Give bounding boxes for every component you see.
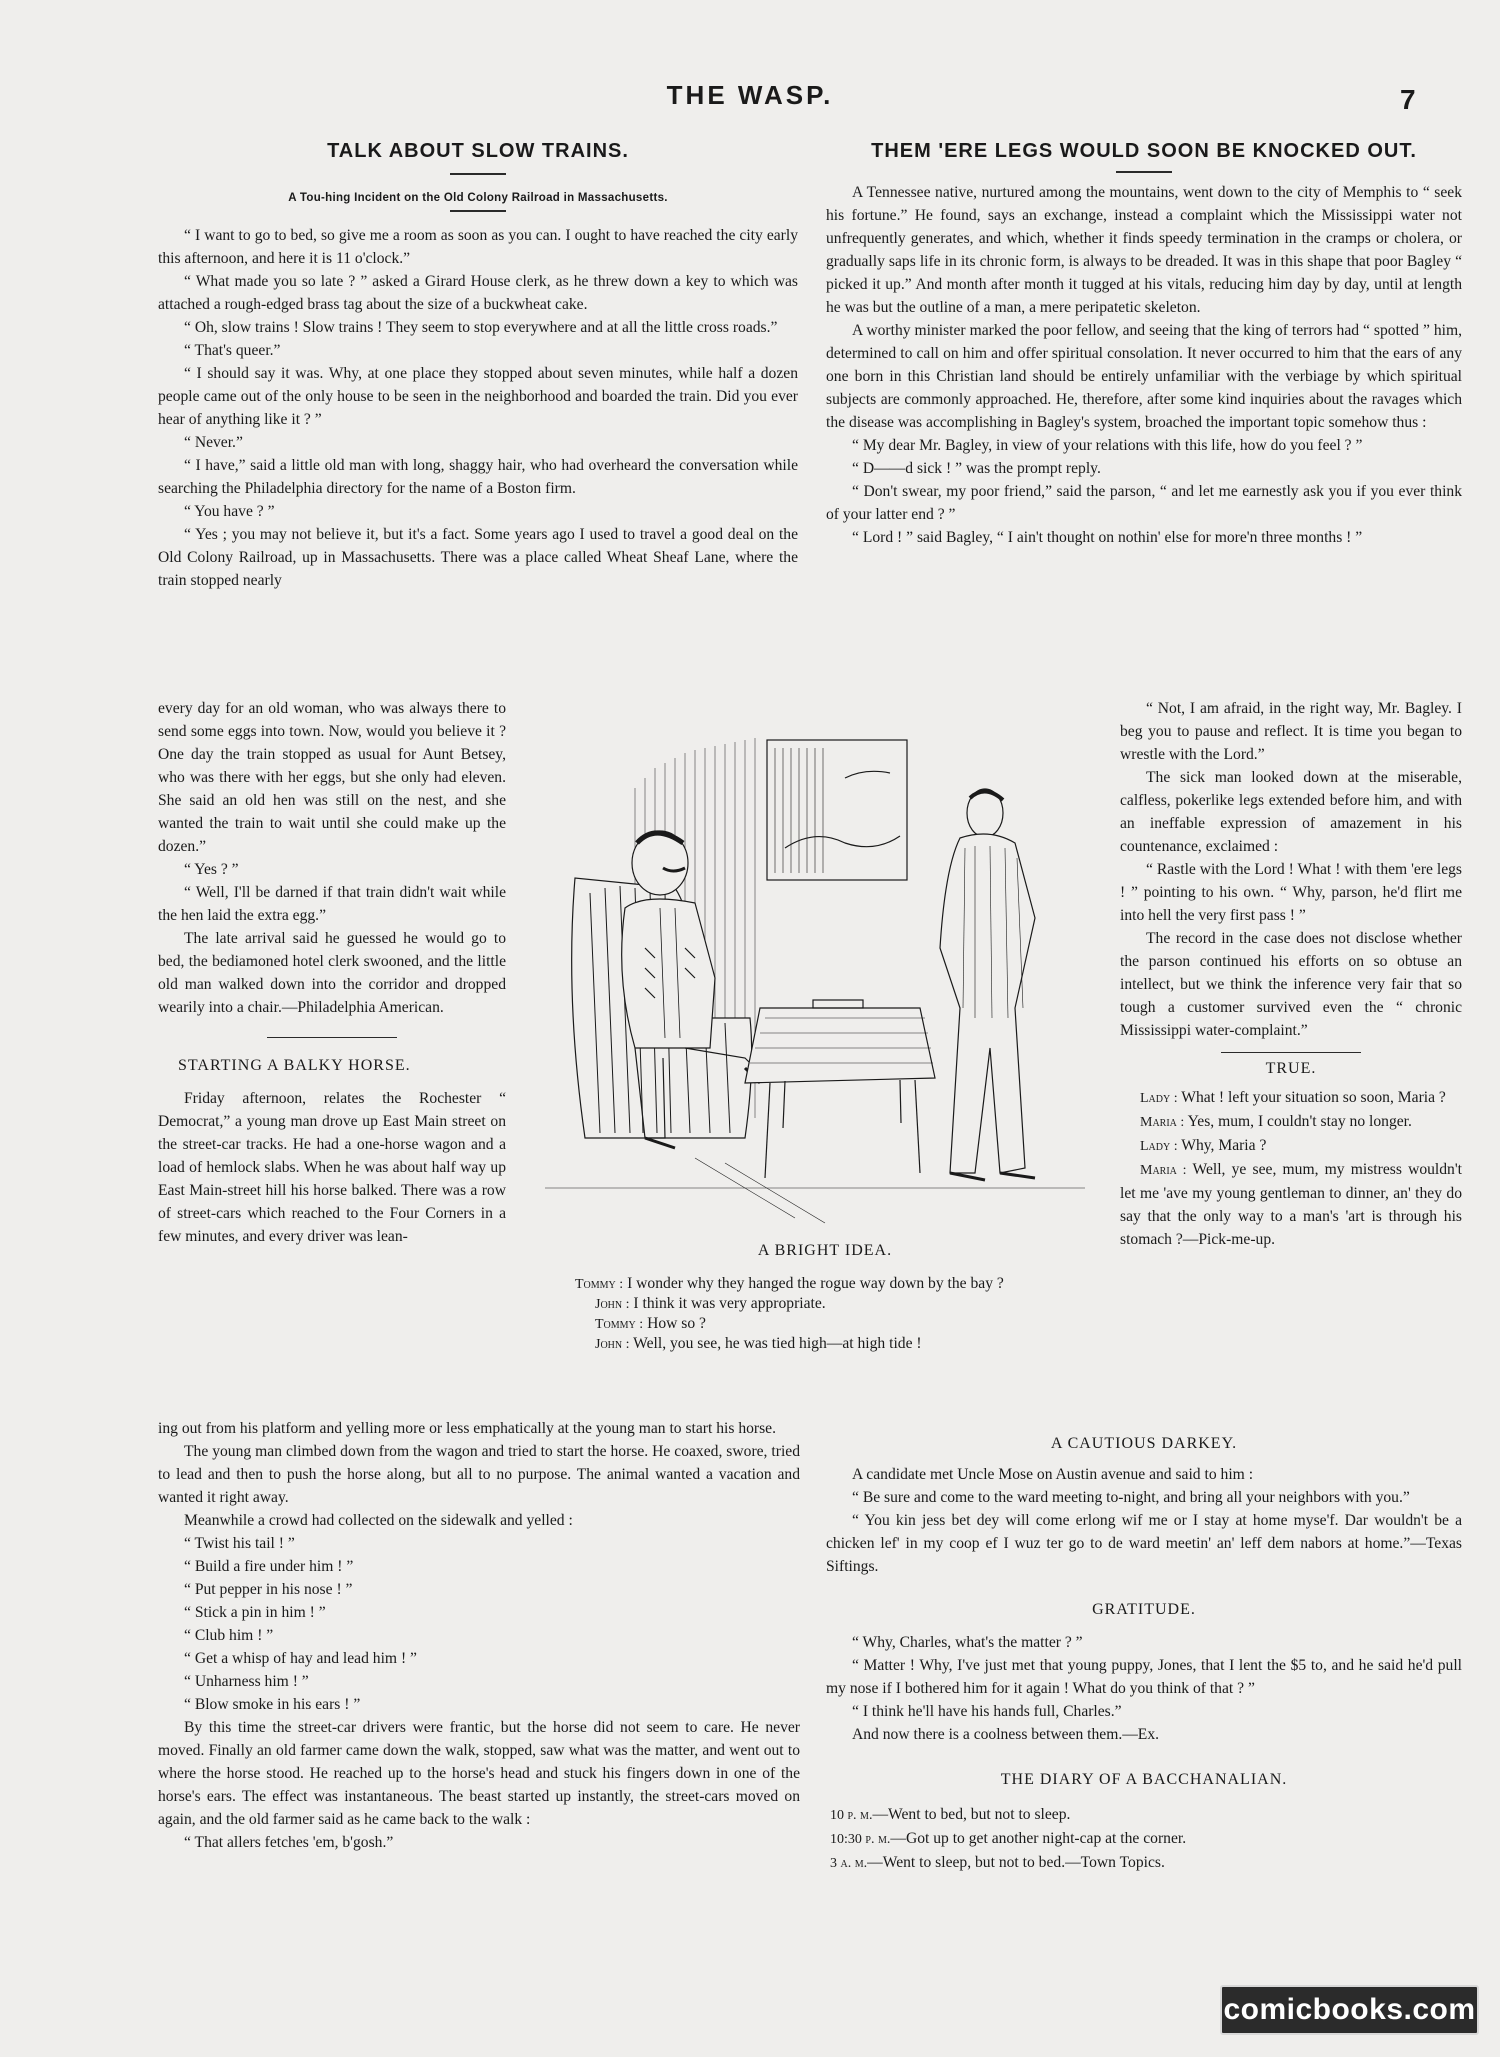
dialog-text: Yes, mum, I couldn't stay no longer.: [1187, 1113, 1412, 1130]
paragraph: “ You kin jess bet dey will come erlong wif me or I stay at home myse'f. Dar wouldn't be a chicken lef' in my coop ef I wuz ter go to de ward meetin' an' leff dem nabors at home.”—Texas Siftings.: [826, 1512, 1462, 1575]
paragraph: “ My dear Mr. Bagley, in view of your relations with this life, how do you feel ? ”: [852, 437, 1363, 454]
paragraph: The late arrival said he guessed he would go to bed, the bediamoned hotel clerk swooned, and the little old man walked down into the corridor and dropped wearily into a chair.—Philadelphia American.: [158, 930, 506, 1016]
paragraph: “ I think he'll have his hands full, Charles.”: [852, 1703, 1122, 1720]
paragraph: every day for an old woman, who was always there to send some eggs into town. Now, would you believe it ? One day the train stopped as usual for Aunt Betsey, who was there with her eggs, but she only had eleven. She said an old hen was still on the nest, and she wanted the train to wait until she could make up the dozen.”: [158, 700, 506, 855]
diary-entry: [826, 1851, 1462, 1875]
dialog-line: [575, 1294, 1055, 1314]
headline-legs: THEM 'ERE LEGS WOULD SOON BE KNOCKED OUT.: [871, 140, 1417, 162]
headline-rule: [450, 173, 506, 175]
paragraph: “ That's queer.”: [184, 342, 281, 359]
diary-time: 10:30 p. m.: [830, 1832, 891, 1847]
dialog-text: Well, you see, he was tied high—at high tide !: [633, 1335, 922, 1352]
paragraph: “ That allers fetches 'em, b'gosh.”: [184, 1834, 394, 1851]
masthead-title: THE WASP.: [666, 80, 834, 110]
paragraph: Friday afternoon, relates the Rochester “ Democrat,” a young man drove up East Main street on the street-car tracks. He had a one-horse wagon and a load of hemlock slabs. When he was about half way up East Main-street hill his horse balked. There was a row of street-cars which reached to the Four Corners in a few minutes, and every driver was lean-: [158, 1090, 506, 1245]
article-slow-trains: [158, 140, 798, 592]
paragraph: “ Be sure and come to the ward meeting to-night, and bring all your neighbors with you.”: [852, 1489, 1410, 1506]
paragraph: The young man climbed down from the wagon and tried to start the horse. He coaxed, swore, tried to lead and then to push the horse along, but all to no purpose. The animal wanted a vacation and wanted it right away.: [158, 1443, 800, 1506]
dialog-text: What ! left your situation so soon, Maria ?: [1181, 1089, 1446, 1106]
paragraph: “ Rastle with the Lord ! What ! with them 'ere legs ! ” pointing to his own. “ Why, parson, he'd flirt me into hell the very first pass ! ”: [1120, 861, 1462, 924]
subhead-slow-trains: A Tou-hing Incident on the Old Colony Railroad in Massachusetts.: [288, 192, 668, 204]
diary-entry: [826, 1803, 1462, 1827]
crowd-shouts: [158, 1532, 800, 1716]
window-frame: [767, 740, 907, 880]
dialog-line: [1120, 1134, 1462, 1158]
paragraph: “ Oh, slow trains ! Slow trains ! They seem to stop everywhere and at all the little cross roads.”: [184, 319, 778, 336]
paragraph: “ You have ? ”: [184, 503, 275, 520]
dialog-line: [1120, 1158, 1462, 1251]
article-legs: [826, 140, 1462, 549]
dialog-line: [1120, 1086, 1462, 1110]
seated-man-body: [622, 899, 715, 1048]
dialog-line: [1120, 1110, 1462, 1134]
article-divider: [1221, 1052, 1361, 1053]
paragraph: ing out from his platform and yelling more or less emphatically at the young man to start his horse.: [158, 1420, 776, 1437]
site-watermark: comicbooks.com: [1220, 1985, 1479, 2035]
paragraph: “ Never.”: [184, 434, 243, 451]
title-true: TRUE.: [1265, 1060, 1317, 1077]
speaker: Lady :: [1140, 1139, 1178, 1154]
article-balky-horse-continued: [158, 1417, 800, 1854]
caption-title-bright-idea: A BRIGHT IDEA.: [757, 1242, 893, 1259]
paragraph: “ Don't swear, my poor friend,” said the parson, “ and let me earnestly ask you if you ever think of your latter end ? ”: [826, 483, 1462, 523]
shout-line: “ Blow smoke in his ears ! ”: [184, 1696, 361, 1713]
dialog-text: Why, Maria ?: [1181, 1137, 1267, 1154]
paragraph: “ I want to go to bed, so give me a room as soon as you can. I ought to have reached the city early this afternoon, and here it is 11 o'clock.”: [158, 227, 798, 267]
dialog-line: [575, 1274, 1055, 1294]
title-balky-horse: STARTING A BALKY HORSE.: [178, 1057, 411, 1074]
book: [813, 1000, 863, 1008]
article-divider: [267, 1037, 397, 1038]
paragraph: And now there is a coolness between them.—Ex.: [852, 1726, 1160, 1743]
dialog-text: I think it was very appropriate.: [633, 1295, 826, 1312]
speaker: Tommy :: [595, 1317, 644, 1332]
paragraph: The record in the case does not disclose whether the parson continued his efforts on so obtuse an intellect, but we think the inference very fair that so tough a customer survived even the “ chronic Mississippi water-complaint.”: [1120, 930, 1462, 1039]
paragraph: The sick man looked down at the miserable, calfless, pokerlike legs extended before him, and with an ineffable expression of amazement in his countenance, exclaimed :: [1120, 769, 1462, 855]
shout-line: “ Club him ! ”: [184, 1627, 274, 1644]
shout-line: “ Build a fire under him ! ”: [184, 1558, 354, 1575]
paragraph: Meanwhile a crowd had collected on the sidewalk and yelled :: [184, 1512, 573, 1529]
article-stack-right: [826, 1432, 1462, 1875]
paragraph: “ Not, I am afraid, in the right way, Mr. Bagley. I beg you to pause and reflect. It is time you began to wrestle with the Lord.”: [1120, 700, 1462, 763]
paragraph: A Tennessee native, nurtured among the mountains, went down to the city of Memphis to “ seek his fortune.” He found, says an exchange, instead a complaint which the Mississippi water not unfrequently generates, and which, whether it finds speedy termination in the cramps or cholera, or gradually saps life in its chronic form, is always to be dreaded. It was in this shape that poor Bagley “ picked it up.” And month after month it tugged at his vitals, reducing him day by day, until at length he was but the outline of a man, a mere peripatetic skeleton.: [826, 184, 1462, 316]
dialog-line: [575, 1314, 1055, 1334]
diary-text: —Went to sleep, but not to bed.—Town Topics.: [867, 1854, 1165, 1871]
caption-dialog-bright-idea: [575, 1274, 1055, 1354]
paragraph: “ Why, Charles, what's the matter ? ”: [852, 1634, 1083, 1651]
shout-line: “ Put pepper in his nose ! ”: [184, 1581, 353, 1598]
article-legs-continued: [1120, 697, 1462, 1251]
paragraph: “ Matter ! Why, I've just met that young puppy, Jones, that I lent the $5 to, and he said he'd pull my nose if I bothered him for it again ! What do you think of that ? ”: [826, 1657, 1462, 1697]
paragraph: “ Lord ! ” said Bagley, “ I ain't thought on nothin' else for more'n three months ! ”: [852, 529, 1363, 546]
page-number: 7: [1400, 84, 1416, 115]
speaker: Lady :: [1140, 1091, 1178, 1106]
speaker: Maria :: [1140, 1163, 1187, 1178]
shout-line: “ Twist his tail ! ”: [184, 1535, 295, 1552]
diary-text: —Went to bed, but not to sleep.: [872, 1806, 1071, 1823]
paragraph: “ What made you so late ? ” asked a Girard House clerk, as he threw down a key to which was attached a rough-edged brass tag about the size of a buckwheat cake.: [158, 273, 798, 313]
shout-line: “ Unharness him ! ”: [184, 1673, 309, 1690]
paragraph: “ I have,” said a little old man with long, shaggy hair, who had overheard the conversation while searching the Philadelphia directory for the name of a Boston firm.: [158, 457, 798, 497]
paragraph: “ D——d sick ! ” was the prompt reply.: [852, 460, 1101, 477]
diary-entry: [826, 1827, 1462, 1851]
speaker: John :: [595, 1297, 630, 1312]
paragraph: “ Well, I'll be darned if that train didn't wait while the hen laid the extra egg.”: [158, 884, 506, 924]
diary-time: 10 p. m.: [830, 1808, 873, 1823]
shout-line: “ Get a whisp of hay and lead him ! ”: [184, 1650, 417, 1667]
dialog-text: Well, ye see, mum, my mistress wouldn't let me 'ave my young gentleman to dinner, an' they do say that the only way to a man's 'art is through his stomach ?—Pick-me-up.: [1120, 1161, 1462, 1248]
paragraph: A candidate met Uncle Mose on Austin avenue and said to him :: [852, 1466, 1254, 1483]
diary-time: 3 a. m.: [830, 1856, 868, 1871]
speaker: Tommy :: [575, 1277, 624, 1292]
paragraph: “ Yes ? ”: [184, 861, 239, 878]
paragraph: “ Yes ; you may not believe it, but it's a fact. Some years ago I used to travel a good deal on the Old Colony Railroad, up in Massachusetts. There was a place called Wheat Sheaf Lane, where the train stopped nearly: [158, 526, 798, 589]
speaker: John :: [595, 1337, 630, 1352]
paragraph: “ I should say it was. Why, at one place they stopped about seven minutes, while half a dozen people came out of the only house to be seen in the neighborhood and boarded the train. Did you ever hear of anything like it ? ”: [158, 365, 798, 428]
diary-text: —Got up to get another night-cap at the corner.: [890, 1830, 1187, 1847]
subhead-rule: [450, 210, 506, 212]
dialog-line: [575, 1334, 1055, 1354]
title-diary: THE DIARY OF A BACCHANALIAN.: [1000, 1771, 1288, 1788]
dialog-text: How so ?: [647, 1315, 706, 1332]
paragraph: A worthy minister marked the poor fellow, and seeing that the king of terrors had “ spotted ” him, determined to call on him and offer spiritual consolation. It never occurred to him that the ears of any one born in this Christian land should be entirely unfamiliar with the verbiage by which spiritual subjects are commonly approached. He, therefore, after some kind inquiries about the ravages which the disease was accomplishing in Bagley's system, broached the important topic somehow thus :: [826, 322, 1462, 431]
paragraph: By this time the street-car drivers were frantic, but the horse did not seem to care. He never moved. Finally an old farmer came down the walk, stopped, saw what was the matter, and went out to where the horse stood. He reached up to the horse's head and stuck his fingers down in one of the horse's ears. The effect was instantaneous. The beast started up instantly, the street-cars moved on again, and the old farmer said as he came back to the walk :: [158, 1719, 800, 1828]
shout-line: “ Stick a pin in him ! ”: [184, 1604, 326, 1621]
article-slow-trains-continued: [158, 697, 506, 1248]
table: [745, 1008, 935, 1083]
illustration-engraving: [545, 718, 1085, 1228]
headline-slow-trains: TALK ABOUT SLOW TRAINS.: [327, 140, 629, 162]
title-gratitude: GRATITUDE.: [1092, 1601, 1196, 1618]
headline-rule: [1116, 171, 1172, 173]
speaker: Maria :: [1140, 1115, 1185, 1130]
dialog-text: I wonder why they hanged the rogue way down by the bay ?: [627, 1275, 1004, 1292]
standing-man-body: [940, 834, 1035, 1173]
title-cautious-darkey: A CAUTIOUS DARKEY.: [1050, 1435, 1238, 1452]
